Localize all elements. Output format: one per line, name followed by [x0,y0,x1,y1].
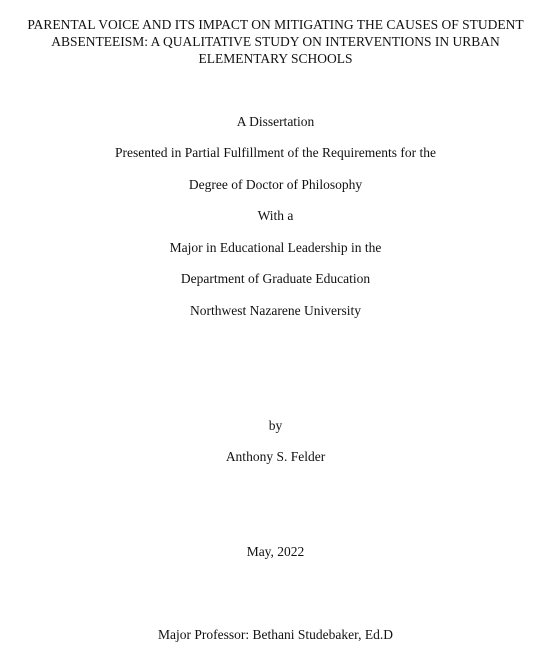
major-statement: Major in Educational Leadership in the [169,240,382,255]
title-line-2: ABSENTEEISM: A QUALITATIVE STUDY ON INTERVENTIONS IN URBAN [51,34,500,49]
author-name: Anthony S. Felder [225,449,326,464]
university-name: Northwest Nazarene University [190,303,361,318]
submission-date: May, 2022 [246,544,305,559]
by-text: by [268,418,283,433]
title-line-1: PARENTAL VOICE AND ITS IMPACT ON MITIGATING THE CAUSES OF STUDENT [27,17,524,32]
fulfillment-statement: Presented in Partial Fulfillment of the Requirements for the [115,145,436,160]
with-a-text: With a [257,208,294,223]
major-professor: Major Professor: Bethani Studebaker, Ed.D [158,627,393,642]
title-line-3: ELEMENTARY SCHOOLS [198,51,353,66]
document-type-label: A Dissertation [236,114,315,129]
dissertation-title [0,16,551,67]
department-name: Department of Graduate Education [180,271,371,286]
degree-name: Degree of Doctor of Philosophy [188,177,363,192]
